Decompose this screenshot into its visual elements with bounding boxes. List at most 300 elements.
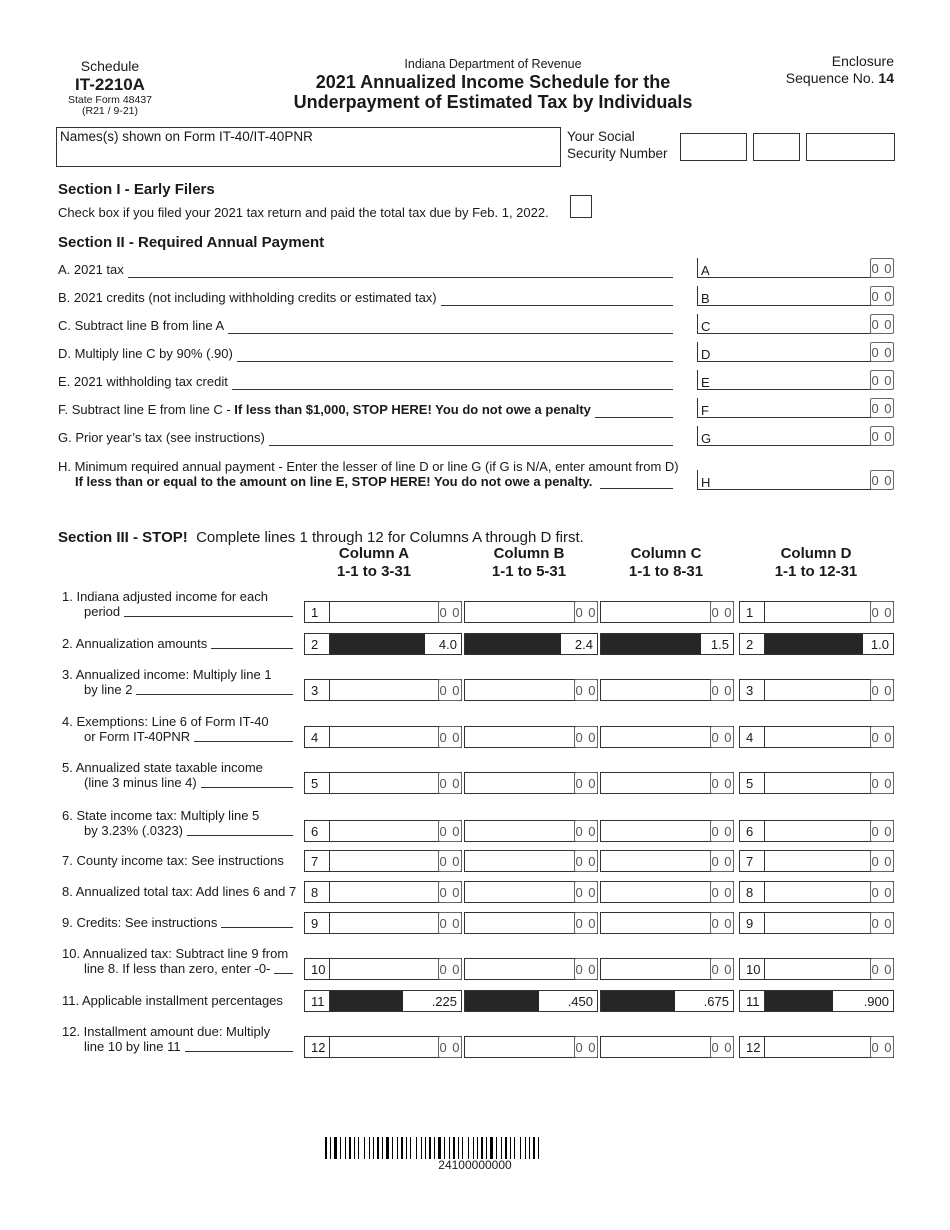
number-divider <box>764 882 765 902</box>
section-3-title: Section III - STOP! <box>58 529 188 546</box>
section-2-line-b-label <box>58 290 437 305</box>
row-number: 10 <box>311 962 326 977</box>
row-1-column-d-field[interactable] <box>739 601 894 623</box>
ssn-label-line2: Security Number <box>567 146 668 161</box>
sequence-number: 14 <box>878 70 894 86</box>
leader-line <box>232 389 673 390</box>
line-h-field[interactable] <box>697 470 871 490</box>
cents-box: 0 0 <box>438 912 462 934</box>
cents-box: 0 0 <box>710 820 734 842</box>
title-line-1: 2021 Annualized Income Schedule for the <box>315 72 671 92</box>
barcode-bar <box>429 1137 431 1159</box>
row-9-column-b-field[interactable] <box>464 912 598 934</box>
row-6-column-b-field[interactable] <box>464 820 598 842</box>
row-4-column-b-field[interactable] <box>464 726 598 748</box>
number-divider <box>329 882 330 902</box>
barcode-bar <box>382 1137 383 1159</box>
row-label-line1: 3. Annualized income: Multiply line 1 <box>62 667 272 682</box>
cents-box: 0 0 <box>870 601 894 623</box>
line-h-cents: 0 0 <box>870 470 894 490</box>
number-divider <box>764 727 765 747</box>
barcode-bar <box>473 1137 474 1159</box>
row-number: 3 <box>311 683 319 698</box>
barcode-bar <box>421 1137 422 1159</box>
cents-box: 0 0 <box>870 679 894 701</box>
row-8-column-a-field[interactable] <box>304 881 462 903</box>
column-name: Column C <box>630 545 702 562</box>
row-6-column-c-field[interactable] <box>600 820 734 842</box>
row-number: 2 <box>746 637 754 652</box>
barcode-bar <box>438 1137 441 1159</box>
cents-box: 0 0 <box>710 958 734 980</box>
barcode-bar <box>358 1137 359 1159</box>
column-range: 1-1 to 8-31 <box>628 563 704 580</box>
row-2-column-b-field[interactable] <box>464 633 598 655</box>
barcode-bar <box>406 1137 407 1159</box>
early-filer-checkbox[interactable] <box>570 195 592 218</box>
barcode-bar <box>453 1137 455 1159</box>
row-7-column-c-field[interactable] <box>600 850 734 872</box>
barcode-bar <box>486 1137 487 1159</box>
row-9-column-a-field[interactable] <box>304 912 462 934</box>
line-letter: D <box>701 347 711 362</box>
cents-box: 0 0 <box>710 772 734 794</box>
leader-line <box>201 787 293 788</box>
barcode-bar <box>334 1137 337 1159</box>
row-4-column-a-field[interactable] <box>304 726 462 748</box>
cents-box: 0 0 <box>710 881 734 903</box>
cents-box: 0 0 <box>574 958 598 980</box>
barcode-bar <box>444 1137 445 1159</box>
cents-box: 0 0 <box>870 850 894 872</box>
cents-box: 0 0 <box>870 258 894 278</box>
cents-box: 0 0 <box>438 820 462 842</box>
barcode-bar <box>496 1137 497 1159</box>
cents-box: 0 0 <box>574 1036 598 1058</box>
row-label-line1: 7. County income tax: See instructions <box>62 853 284 868</box>
cents-box: 0 0 <box>710 726 734 748</box>
cents-box: 0 0 <box>438 679 462 701</box>
row-9-column-c-field[interactable] <box>600 912 734 934</box>
shaded-area <box>330 991 403 1011</box>
row-value: 4.0 <box>438 637 457 652</box>
line-letter: E <box>701 375 710 390</box>
row-label-line1: 1. Indiana adjusted income for each <box>62 589 268 604</box>
line-d-field[interactable] <box>697 342 871 362</box>
column-header-a <box>304 545 444 581</box>
cents-box: 0 0 <box>870 314 894 334</box>
row-label-line1: 8. Annualized total tax: Add lines 6 and 7 <box>62 884 297 899</box>
row-12-label <box>62 1024 298 1054</box>
shaded-area <box>465 634 561 654</box>
barcode-bar <box>505 1137 507 1159</box>
page-title <box>270 72 716 112</box>
row-number: 11 <box>311 994 325 1009</box>
column-name: Column B <box>493 545 565 562</box>
number-divider <box>329 851 330 871</box>
barcode-bar <box>373 1137 374 1159</box>
line-h-letter: H <box>701 475 711 490</box>
barcode-bar <box>410 1137 411 1159</box>
cents-box: 0 0 <box>710 601 734 623</box>
section-2-heading: Section II - Required Annual Payment <box>58 234 325 251</box>
section-3-heading <box>58 529 584 546</box>
row-number: 8 <box>746 885 754 900</box>
row-2-column-c-field[interactable] <box>600 633 734 655</box>
enclosure-sequence <box>786 53 894 87</box>
barcode-bar <box>468 1137 469 1159</box>
barcode-bar <box>458 1137 459 1159</box>
row-11-column-b-field[interactable] <box>464 990 598 1012</box>
barcode-bar <box>345 1137 346 1159</box>
cents-box: 0 0 <box>438 850 462 872</box>
leader-line <box>221 927 293 928</box>
leader-line <box>274 973 293 974</box>
row-label-line2: by line 2 <box>84 682 133 697</box>
enclosure-label: Enclosure <box>831 53 894 69</box>
barcode-bar <box>462 1137 463 1159</box>
row-5-column-b-field[interactable] <box>464 772 598 794</box>
leader-line <box>237 361 673 362</box>
row-6-column-a-field[interactable] <box>304 820 462 842</box>
leader-line <box>194 741 293 742</box>
cents-box: 0 0 <box>870 370 894 390</box>
row-10-column-c-field[interactable] <box>600 958 734 980</box>
number-divider <box>764 851 765 871</box>
row-number: 6 <box>746 824 754 839</box>
row-6-column-d-field[interactable] <box>739 820 894 842</box>
row-7-column-b-field[interactable] <box>464 850 598 872</box>
barcode-bar <box>369 1137 370 1159</box>
row-6-label <box>62 808 298 838</box>
row-number: 9 <box>746 916 754 931</box>
number-divider <box>764 913 765 933</box>
row-7-column-d-field[interactable] <box>739 850 894 872</box>
cents-box: 0 0 <box>710 679 734 701</box>
leader-line <box>124 616 293 617</box>
barcode-bar <box>392 1137 393 1159</box>
section-1-text: Check box if you filed your 2021 tax return and paid the total tax due by Feb. 1, 2022. <box>58 205 549 220</box>
row-number: 11 <box>746 994 760 1009</box>
department-name: Indiana Department of Revenue <box>404 57 582 71</box>
cents-box: 0 0 <box>574 601 598 623</box>
row-8-column-d-field[interactable] <box>739 881 894 903</box>
row-label-line1: 5. Annualized state taxable income <box>62 760 263 775</box>
column-name: Column D <box>780 545 852 562</box>
shaded-area <box>765 991 833 1011</box>
number-divider <box>764 680 765 700</box>
row-number: 4 <box>746 730 754 745</box>
row-label-line2: or Form IT-40PNR <box>84 729 191 744</box>
row-label-line1: 11. Applicable installment percentages <box>62 993 283 1008</box>
cents-box: 0 0 <box>870 286 894 306</box>
section-2-line-d-label <box>58 346 233 361</box>
shaded-area <box>601 634 701 654</box>
row-7-column-a-field[interactable] <box>304 850 462 872</box>
number-divider <box>329 913 330 933</box>
shaded-area <box>465 991 539 1011</box>
number-divider <box>329 959 330 979</box>
row-label-line1: 9. Credits: See instructions <box>62 915 218 930</box>
names-label: Names(s) shown on Form IT-40/IT-40PNR <box>60 129 313 144</box>
row-value: .450 <box>567 994 593 1009</box>
row-2-column-a-field[interactable] <box>304 633 462 655</box>
row-number: 2 <box>311 637 319 652</box>
barcode-bar <box>401 1137 403 1159</box>
row-label-line2: line 8. If less than zero, enter -0- <box>84 961 271 976</box>
cents-box: 0 0 <box>438 958 462 980</box>
row-number: 3 <box>746 683 754 698</box>
cents-box: 0 0 <box>438 772 462 794</box>
leader-line <box>228 333 673 334</box>
row-4-column-c-field[interactable] <box>600 726 734 748</box>
row-number: 1 <box>311 605 319 620</box>
line-h-bold-text: If less than or equal to the amount on line E, STOP HERE! You do not owe a penalty. <box>75 474 593 489</box>
barcode-bar <box>490 1137 493 1159</box>
cents-box: 0 0 <box>870 726 894 748</box>
row-1-column-b-field[interactable] <box>464 601 598 623</box>
row-1-column-c-field[interactable] <box>600 601 734 623</box>
barcode-bar <box>449 1137 450 1159</box>
cents-box: 0 0 <box>710 912 734 934</box>
row-number: 5 <box>746 776 754 791</box>
line-f-field[interactable] <box>697 398 871 418</box>
cents-box: 0 0 <box>438 1036 462 1058</box>
row-value: 1.5 <box>710 637 729 652</box>
number-divider <box>764 821 765 841</box>
cents-box: 0 0 <box>574 820 598 842</box>
row-number: 1 <box>746 605 754 620</box>
cents-box: 0 0 <box>574 726 598 748</box>
line-bold-text: If less than $1,000, STOP HERE! You do not owe a penalty <box>234 402 591 417</box>
line-text: B. 2021 credits (not including withholding credits or estimated tax) <box>58 290 437 305</box>
row-value: .225 <box>431 994 457 1009</box>
schedule-label: Schedule <box>80 58 140 74</box>
line-a-field[interactable] <box>697 258 871 278</box>
barcode-bar <box>386 1137 389 1159</box>
row-5-label <box>62 760 298 790</box>
line-b-field[interactable] <box>697 286 871 306</box>
line-c-field[interactable] <box>697 314 871 334</box>
cents-box: 0 0 <box>438 726 462 748</box>
row-number: 4 <box>311 730 319 745</box>
revision-date: (R21 / 9-21) <box>81 105 139 117</box>
line-letter: C <box>701 319 711 334</box>
row-11-column-d-field[interactable] <box>739 990 894 1012</box>
row-10-label <box>62 946 298 976</box>
row-12-column-d-field[interactable] <box>739 1036 894 1058</box>
ssn-field-part2[interactable] <box>753 133 800 161</box>
row-8-column-b-field[interactable] <box>464 881 598 903</box>
number-divider <box>329 1037 330 1057</box>
row-9-column-d-field[interactable] <box>739 912 894 934</box>
row-value: .675 <box>703 994 729 1009</box>
row-4-column-d-field[interactable] <box>739 726 894 748</box>
barcode-bar <box>364 1137 365 1159</box>
column-range: 1-1 to 12-31 <box>774 563 858 580</box>
section-2-line-c-label <box>58 318 224 333</box>
cents-box: 0 0 <box>870 881 894 903</box>
row-10-column-b-field[interactable] <box>464 958 598 980</box>
barcode-bar <box>510 1137 511 1159</box>
row-number: 7 <box>746 854 754 869</box>
cents-box: 0 0 <box>870 1036 894 1058</box>
row-7-label <box>62 853 298 868</box>
section-1-heading: Section I - Early Filers <box>58 181 215 198</box>
line-h-text: H. Minimum required annual payment - Enter the lesser of line D or line G (if G is N/A, enter amount from D) <box>58 459 679 474</box>
barcode-bar <box>354 1137 355 1159</box>
cents-box: 0 0 <box>870 912 894 934</box>
column-name: Column A <box>338 545 410 562</box>
row-label-line2: line 10 by line 11 <box>84 1039 181 1054</box>
leader-line <box>128 277 673 278</box>
row-5-column-d-field[interactable] <box>739 772 894 794</box>
cents-box: 0 0 <box>574 679 598 701</box>
shaded-area <box>601 991 675 1011</box>
row-number: 9 <box>311 916 319 931</box>
line-letter: A <box>701 263 710 278</box>
number-divider <box>329 602 330 622</box>
leader-line <box>211 648 293 649</box>
section-2-line-g-label <box>58 430 265 445</box>
row-11-column-c-field[interactable] <box>600 990 734 1012</box>
section-3-subtitle: Complete lines 1 through 12 for Columns A through D first. <box>196 529 584 546</box>
leader-line <box>136 694 293 695</box>
row-12-column-a-field[interactable] <box>304 1036 462 1058</box>
row-value: .900 <box>863 994 889 1009</box>
row-3-column-c-field[interactable] <box>600 679 734 701</box>
line-e-field[interactable] <box>697 370 871 390</box>
row-label-line2: period <box>84 604 121 619</box>
row-label-line1: 2. Annualization amounts <box>62 636 208 651</box>
line-text: G. Prior year’s tax (see instructions) <box>58 430 265 445</box>
row-label-line1: 6. State income tax: Multiply line 5 <box>62 808 260 823</box>
cents-box: 0 0 <box>574 850 598 872</box>
row-number: 7 <box>311 854 319 869</box>
row-12-column-c-field[interactable] <box>600 1036 734 1058</box>
barcode-bar <box>533 1137 535 1159</box>
line-text: F. Subtract line E from line C - <box>58 402 235 417</box>
ssn-field-part1[interactable] <box>680 133 747 161</box>
number-divider <box>329 821 330 841</box>
row-number: 6 <box>311 824 319 839</box>
barcode-bar <box>416 1137 417 1159</box>
row-3-label <box>62 667 298 697</box>
row-label-line2: (line 3 minus line 4) <box>84 775 197 790</box>
line-g-field[interactable] <box>697 426 871 446</box>
column-header-b <box>459 545 599 581</box>
section-2-line-a-label <box>58 262 124 277</box>
cents-box: 0 0 <box>710 850 734 872</box>
row-value: 2.4 <box>574 637 593 652</box>
section-2-line-f-label <box>58 402 591 417</box>
row-11-column-a-field[interactable] <box>304 990 462 1012</box>
row-number: 12 <box>311 1040 326 1055</box>
barcode-bar <box>397 1137 398 1159</box>
row-1-label <box>62 589 298 619</box>
column-range: 1-1 to 3-31 <box>336 563 412 580</box>
barcode-bar <box>425 1137 426 1159</box>
shaded-area <box>765 634 863 654</box>
number-divider <box>329 680 330 700</box>
cents-box: 0 0 <box>438 881 462 903</box>
number-divider <box>764 602 765 622</box>
row-3-column-b-field[interactable] <box>464 679 598 701</box>
line-text: E. 2021 withholding tax credit <box>58 374 228 389</box>
row-3-column-d-field[interactable] <box>739 679 894 701</box>
barcode-bar <box>529 1137 530 1159</box>
shaded-area <box>330 634 425 654</box>
cents-box: 0 0 <box>870 342 894 362</box>
row-label-line2: by 3.23% (.0323) <box>84 823 184 838</box>
row-8-label <box>62 884 298 899</box>
barcode-bar <box>477 1137 478 1159</box>
ssn-label-line1: Your Social <box>567 129 635 144</box>
row-11-label <box>62 993 298 1008</box>
barcode-bar <box>525 1137 526 1159</box>
barcode-number: 24100000000 <box>438 1158 512 1172</box>
line-text: D. Multiply line C by 90% (.90) <box>58 346 233 361</box>
cents-box: 0 0 <box>870 958 894 980</box>
barcode-bar <box>325 1137 327 1159</box>
column-header-d <box>746 545 886 581</box>
row-3-column-a-field[interactable] <box>304 679 462 701</box>
barcode-bar <box>520 1137 521 1159</box>
barcode-bar <box>340 1137 341 1159</box>
row-10-column-a-field[interactable] <box>304 958 462 980</box>
number-divider <box>329 773 330 793</box>
row-label-line1: 10. Annualized tax: Subtract line 9 from <box>62 946 289 961</box>
number-divider <box>329 727 330 747</box>
row-12-column-b-field[interactable] <box>464 1036 598 1058</box>
cents-box: 0 0 <box>870 820 894 842</box>
row-value: 1.0 <box>870 637 889 652</box>
column-range: 1-1 to 5-31 <box>491 563 567 580</box>
row-5-column-c-field[interactable] <box>600 772 734 794</box>
row-10-column-d-field[interactable] <box>739 958 894 980</box>
section-2-line-e-label <box>58 374 228 389</box>
title-line-2: Underpayment of Estimated Tax by Individuals <box>293 92 693 112</box>
cents-box: 0 0 <box>574 881 598 903</box>
ssn-field-part3[interactable] <box>806 133 895 161</box>
names-field[interactable] <box>56 127 561 167</box>
leader-line <box>441 305 673 306</box>
row-5-column-a-field[interactable] <box>304 772 462 794</box>
line-text: A. 2021 tax <box>58 262 124 277</box>
number-divider <box>764 1037 765 1057</box>
row-number: 5 <box>311 776 319 791</box>
row-4-label <box>62 714 298 744</box>
row-label-line1: 4. Exemptions: Line 6 of Form IT-40 <box>62 714 269 729</box>
barcode-bar <box>434 1137 435 1159</box>
cents-box: 0 0 <box>438 601 462 623</box>
row-label-line1: 12. Installment amount due: Multiply <box>62 1024 271 1039</box>
barcode-bar <box>349 1137 351 1159</box>
row-8-column-c-field[interactable] <box>600 881 734 903</box>
barcode-graphic <box>325 1137 625 1159</box>
row-number: 12 <box>746 1040 761 1055</box>
line-letter: B <box>701 291 710 306</box>
form-number: IT-2210A <box>75 75 145 94</box>
barcode-bar <box>538 1137 539 1159</box>
row-2-column-d-field[interactable] <box>739 633 894 655</box>
number-divider <box>764 773 765 793</box>
barcode-bar <box>377 1137 379 1159</box>
cents-box: 0 0 <box>870 426 894 446</box>
leader-line <box>595 417 673 418</box>
row-1-column-a-field[interactable] <box>304 601 462 623</box>
row-number: 10 <box>746 962 761 977</box>
